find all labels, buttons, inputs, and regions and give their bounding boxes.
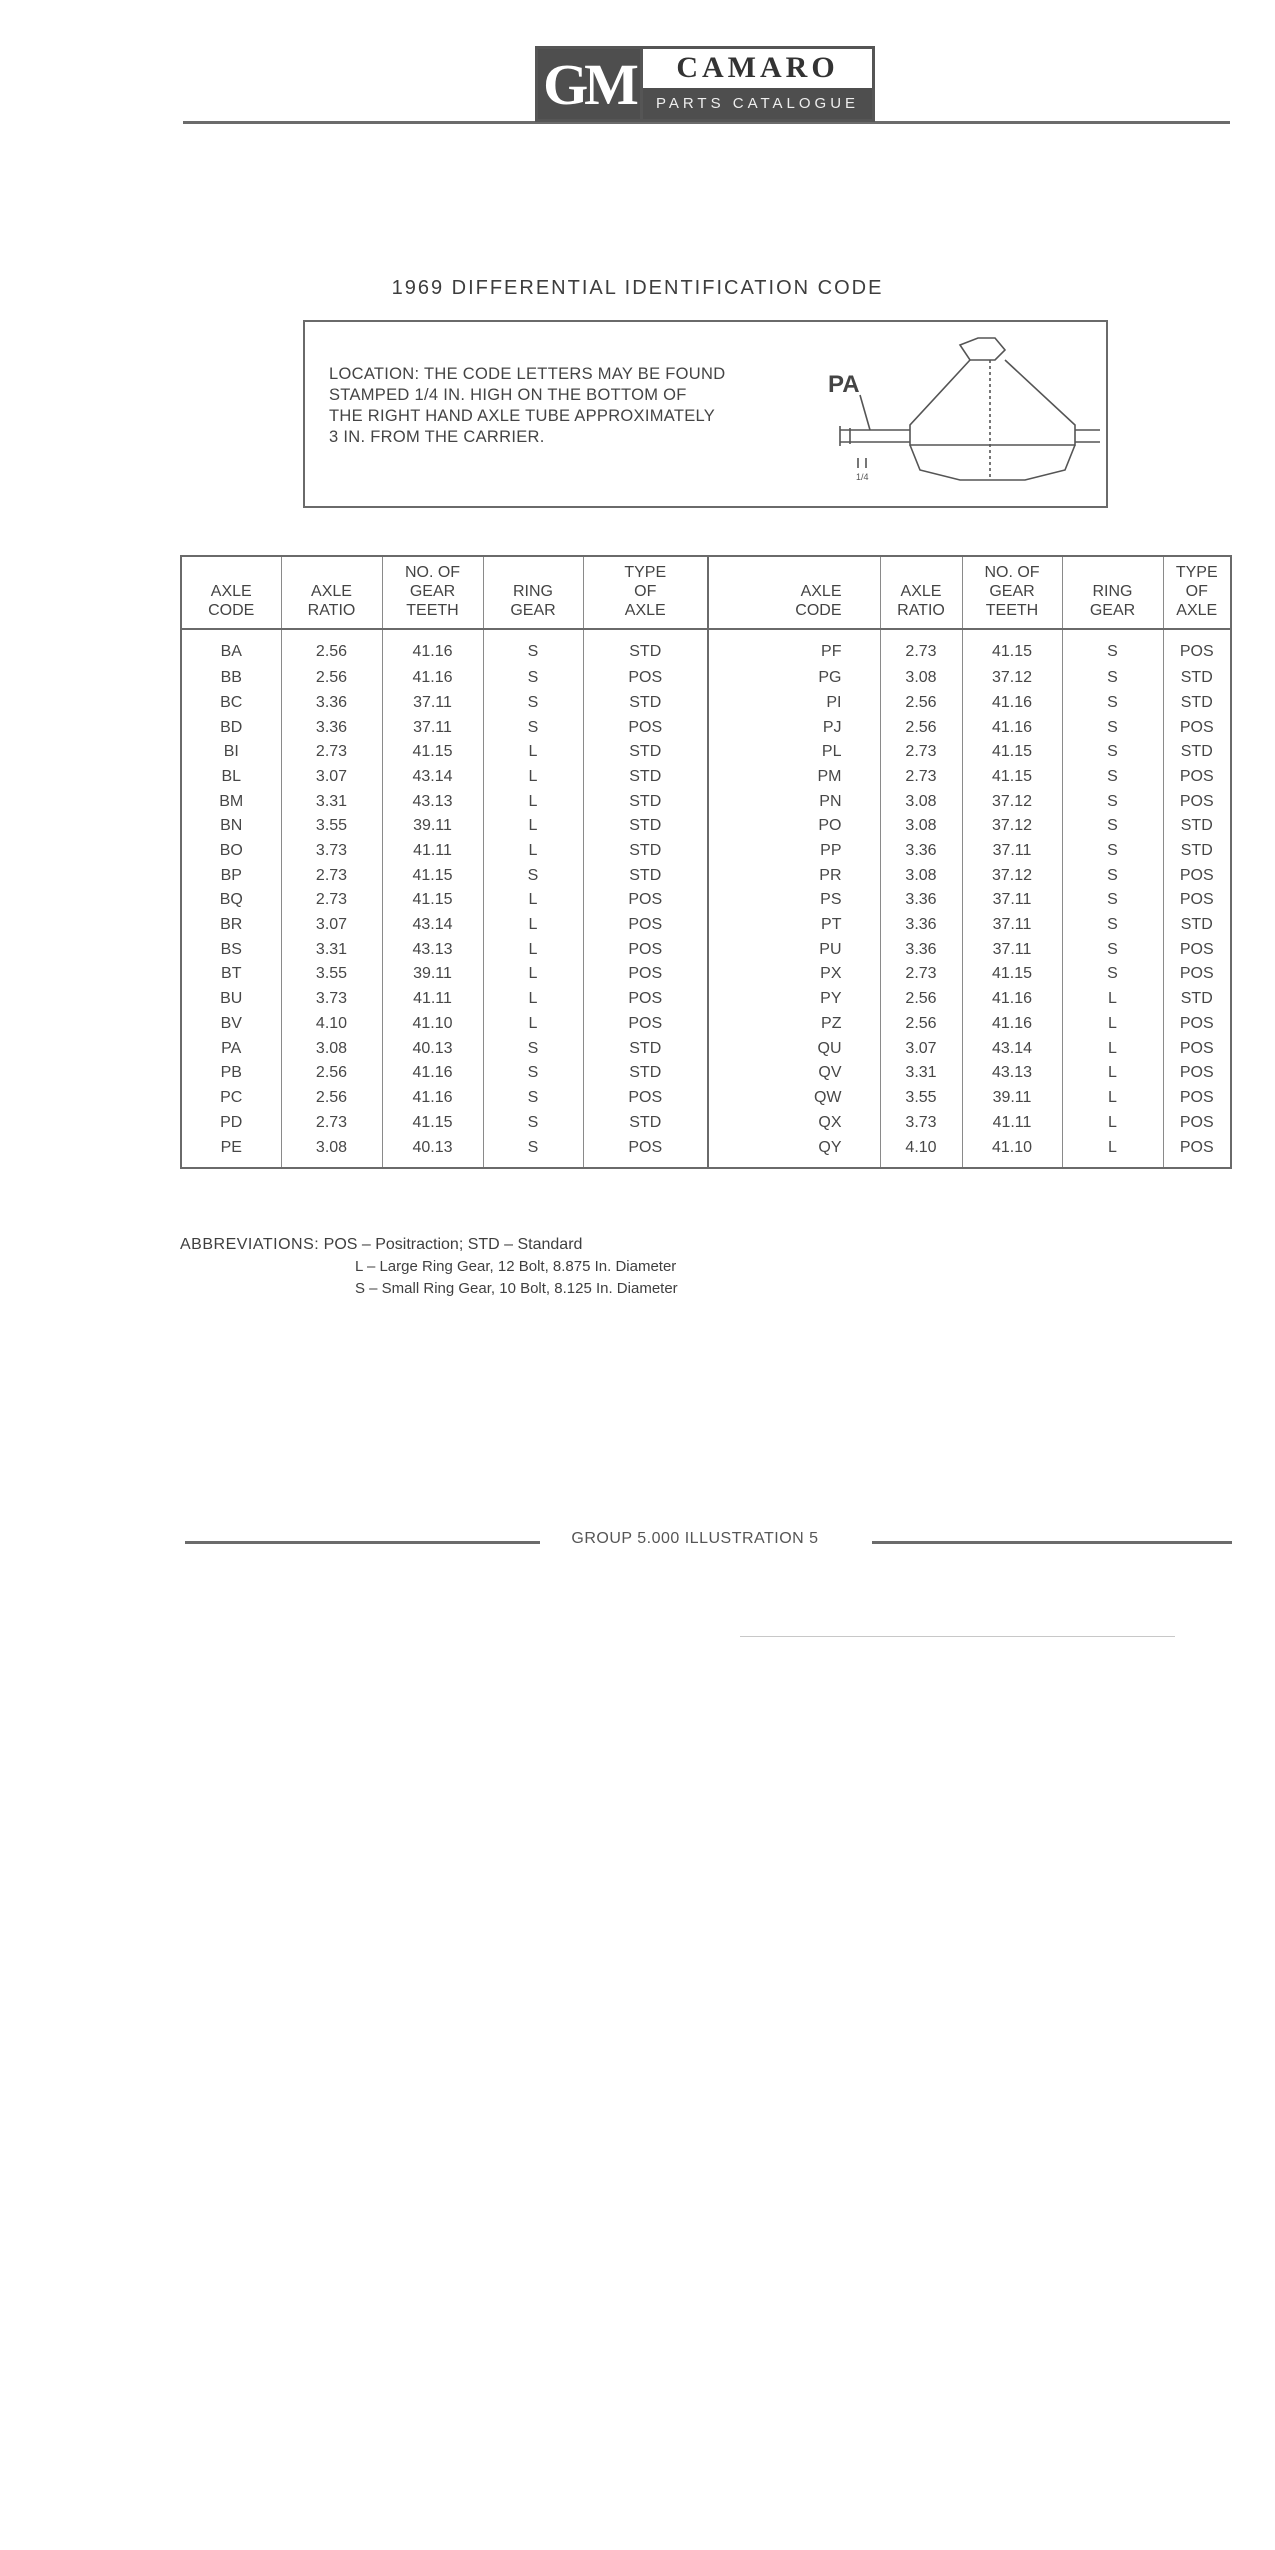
cell-axle-type: POS (1179, 767, 1214, 785)
cell-axle-ratio: 4.10 (281, 1011, 382, 1036)
cell-gear-teeth: 37.11 (382, 715, 483, 740)
cell-axle-type: POS (1179, 940, 1214, 958)
cell-axle-type: POS (583, 1085, 708, 1110)
cell-ring-gear: L (483, 739, 583, 764)
cell-axle-ratio: 3.36 (880, 838, 962, 863)
cell-gear-teeth: 40.13 (382, 1036, 483, 1061)
cell-axle-type: POS (583, 1134, 708, 1167)
table-row (182, 764, 1230, 789)
cell-gear-teeth: 37.12 (962, 863, 1062, 888)
cell-ring-gear: S (1062, 814, 1163, 839)
cell-axle-code: BP (182, 863, 281, 888)
location-text (329, 364, 809, 448)
cell-ring-gear: L (483, 764, 583, 789)
cell-gear-teeth: 41.15 (382, 1110, 483, 1135)
cell-axle-type: STD (583, 863, 708, 888)
cell-ring-gear: L (1062, 1011, 1163, 1036)
cell-gear-teeth: 37.11 (962, 888, 1062, 913)
cell-gear-teeth: 41.11 (382, 838, 483, 863)
location-box (303, 320, 1108, 508)
cell-axle-type: STD (583, 1110, 708, 1135)
cell-axle-ratio: 3.36 (880, 912, 962, 937)
cell-ring-gear: S (1062, 838, 1163, 863)
cell-gear-teeth: 37.11 (962, 912, 1062, 937)
cell-ring-gear: S (1062, 629, 1163, 665)
cell-ring-gear: S (483, 715, 583, 740)
cell-ring-gear: S (1062, 715, 1163, 740)
cell-axle-ratio: 3.08 (281, 1134, 382, 1167)
cell-ring-gear: S (483, 863, 583, 888)
cell-ring-gear: L (483, 814, 583, 839)
cell-ring-gear: S (483, 1134, 583, 1167)
cell-axle-type: POS (583, 912, 708, 937)
cell-axle-code: PJ (708, 715, 880, 740)
cell-axle-ratio: 3.07 (281, 764, 382, 789)
axle-housing-diagram (810, 330, 1105, 505)
cell-axle-code: PR (708, 863, 880, 888)
table-header-row (182, 557, 1230, 629)
table-row (182, 937, 1230, 962)
cell-ring-gear: L (1062, 1110, 1163, 1135)
cell-axle-code: BR (182, 912, 281, 937)
cell-gear-teeth: 37.11 (382, 690, 483, 715)
cell-gear-teeth: 43.14 (382, 764, 483, 789)
cell-gear-teeth: 37.12 (962, 814, 1062, 839)
cell-axle-ratio: 3.07 (880, 1036, 962, 1061)
cell-axle-type: STD (583, 1060, 708, 1085)
table-row (182, 1060, 1230, 1085)
table-row (182, 1085, 1230, 1110)
cell-axle-type: STD (583, 1036, 708, 1061)
cell-ring-gear: S (1062, 912, 1163, 937)
cell-ring-gear: L (483, 838, 583, 863)
cell-axle-type: POS (1179, 965, 1214, 983)
diagram-dimension: 1/4 (856, 472, 869, 482)
cell-axle-ratio: 3.55 (880, 1085, 962, 1110)
cell-gear-teeth: 43.14 (962, 1036, 1062, 1061)
cell-axle-code: BQ (182, 888, 281, 913)
cell-axle-type: POS (583, 1011, 708, 1036)
cell-axle-type: POS (583, 665, 708, 690)
abbreviation-large-ring: L – Large Ring Gear, 12 Bolt, 8.875 In. Diameter (355, 1258, 677, 1275)
col-axle-code: AXLE CODE (182, 557, 281, 629)
cell-ring-gear: L (483, 789, 583, 814)
table-row (182, 814, 1230, 839)
cell-axle-type: STD (1180, 669, 1213, 687)
cell-gear-teeth: 41.16 (382, 665, 483, 690)
table-row (182, 629, 1230, 665)
cell-axle-type: STD (583, 690, 708, 715)
cell-gear-teeth: 41.16 (382, 1085, 483, 1110)
cell-axle-code: PG (708, 665, 880, 690)
cell-gear-teeth: 41.10 (382, 1011, 483, 1036)
cell-axle-code: PD (182, 1110, 281, 1135)
cell-gear-teeth: 37.12 (962, 665, 1062, 690)
table-row (182, 1134, 1230, 1167)
cell-axle-type: POS (1179, 1014, 1214, 1032)
cell-axle-type: STD (583, 739, 708, 764)
cell-ring-gear: L (1062, 1134, 1163, 1167)
cell-gear-teeth: 41.15 (382, 863, 483, 888)
cell-gear-teeth: 43.13 (962, 1060, 1062, 1085)
cell-axle-code: PA (182, 1036, 281, 1061)
cell-gear-teeth: 41.16 (962, 690, 1062, 715)
cell-axle-code: QW (708, 1085, 880, 1110)
table-row (182, 1036, 1230, 1061)
table-row (182, 888, 1230, 913)
cell-gear-teeth: 41.15 (962, 739, 1062, 764)
cell-axle-type: POS (1179, 866, 1214, 884)
location-line: LOCATION: THE CODE LETTERS MAY BE FOUND (329, 365, 726, 383)
cell-axle-type: POS (583, 937, 708, 962)
cell-axle-code: PE (182, 1134, 281, 1167)
cell-axle-ratio: 3.08 (880, 665, 962, 690)
cell-axle-type: STD (1180, 990, 1213, 1008)
cell-ring-gear: L (483, 986, 583, 1011)
cell-axle-code: BC (182, 690, 281, 715)
cell-axle-code: BM (182, 789, 281, 814)
cell-gear-teeth: 43.14 (382, 912, 483, 937)
cell-ring-gear: S (483, 665, 583, 690)
footer-rule-right (872, 1541, 1232, 1544)
table-row (182, 665, 1230, 690)
table-row (182, 1110, 1230, 1135)
cell-ring-gear: L (483, 937, 583, 962)
cell-axle-code: PF (708, 629, 880, 665)
cell-gear-teeth: 37.11 (962, 838, 1062, 863)
cell-ring-gear: S (1062, 764, 1163, 789)
cell-ring-gear: L (483, 962, 583, 987)
table-row (182, 912, 1230, 937)
cell-gear-teeth: 43.13 (382, 789, 483, 814)
cell-axle-ratio: 2.73 (880, 629, 962, 665)
cell-axle-code: BO (182, 838, 281, 863)
cell-axle-type: POS (1179, 718, 1214, 736)
table-row (182, 715, 1230, 740)
cell-gear-teeth: 39.11 (382, 814, 483, 839)
diagram-label-pa: PA (828, 371, 860, 398)
abbreviation-small-ring: S – Small Ring Gear, 10 Bolt, 8.125 In. Diameter (355, 1280, 678, 1297)
cell-ring-gear: L (483, 888, 583, 913)
cell-axle-type: STD (583, 838, 708, 863)
cell-axle-ratio: 2.73 (880, 739, 962, 764)
cell-axle-code: PN (708, 789, 880, 814)
cell-gear-teeth: 41.16 (962, 1011, 1062, 1036)
cell-axle-code: BL (182, 764, 281, 789)
cell-axle-ratio: 3.31 (281, 789, 382, 814)
cell-axle-code: PS (708, 888, 880, 913)
cell-axle-type: STD (583, 629, 708, 665)
table-row (182, 739, 1230, 764)
cell-axle-ratio: 3.31 (281, 937, 382, 962)
cell-axle-type: POS (1179, 1039, 1214, 1057)
cell-axle-code: BB (182, 665, 281, 690)
cell-axle-ratio: 2.73 (880, 764, 962, 789)
cell-axle-ratio: 2.73 (281, 888, 382, 913)
cell-gear-teeth: 37.12 (962, 789, 1062, 814)
col-type-axle: TYPE OF AXLE (583, 557, 708, 629)
cell-ring-gear: S (1062, 962, 1163, 987)
faint-scan-line (740, 1636, 1175, 1637)
cell-axle-code: PT (708, 912, 880, 937)
col-axle-code: AXLE CODE (708, 557, 880, 629)
table-row (182, 690, 1230, 715)
cell-axle-ratio: 2.56 (880, 715, 962, 740)
cell-axle-code: QY (708, 1134, 880, 1167)
cell-ring-gear: L (1062, 986, 1163, 1011)
cell-axle-type: POS (1179, 643, 1214, 661)
footer-caption: GROUP 5.000 ILLUSTRATION 5 (571, 1530, 819, 1547)
cell-axle-type: POS (583, 888, 708, 913)
cell-axle-ratio: 3.08 (281, 1036, 382, 1061)
cell-axle-code: PI (708, 690, 880, 715)
cell-axle-code: QU (708, 1036, 880, 1061)
cell-axle-ratio: 3.73 (281, 986, 382, 1011)
cell-axle-code: PU (708, 937, 880, 962)
table-row (182, 986, 1230, 1011)
cell-axle-ratio: 2.56 (880, 1011, 962, 1036)
col-axle-ratio: AXLE RATIO (880, 557, 962, 629)
col-gear-teeth: NO. OF GEAR TEETH (962, 557, 1062, 629)
cell-axle-code: BU (182, 986, 281, 1011)
cell-axle-ratio: 2.73 (880, 962, 962, 987)
table-row (182, 838, 1230, 863)
cell-axle-code: PB (182, 1060, 281, 1085)
cell-axle-type: POS (1179, 891, 1214, 909)
cell-axle-code: QX (708, 1110, 880, 1135)
table-row (182, 789, 1230, 814)
cell-axle-type: POS (1179, 1088, 1214, 1106)
cell-gear-teeth: 39.11 (962, 1085, 1062, 1110)
cell-axle-type: POS (1179, 1139, 1214, 1157)
cell-gear-teeth: 41.15 (962, 764, 1062, 789)
cell-gear-teeth: 37.11 (962, 937, 1062, 962)
cell-ring-gear: S (483, 629, 583, 665)
cell-axle-type: POS (1179, 792, 1214, 810)
cell-axle-ratio: 3.36 (880, 888, 962, 913)
cell-ring-gear: S (1062, 739, 1163, 764)
abbreviation-pos-std: POS – Positraction; STD – Standard (323, 1236, 583, 1253)
cell-axle-ratio: 3.73 (880, 1110, 962, 1135)
cell-axle-type: STD (1180, 693, 1213, 711)
logo-subtitle: PARTS CATALOGUE (643, 88, 872, 120)
cell-axle-code: PL (708, 739, 880, 764)
cell-axle-type: STD (1180, 743, 1213, 761)
cell-axle-code: BT (182, 962, 281, 987)
cell-axle-ratio: 3.73 (281, 838, 382, 863)
col-axle-ratio: AXLE RATIO (281, 557, 382, 629)
cell-axle-ratio: 2.56 (880, 986, 962, 1011)
cell-axle-type: POS (583, 715, 708, 740)
cell-gear-teeth: 41.10 (962, 1134, 1062, 1167)
cell-axle-type: POS (1179, 1064, 1214, 1082)
cell-axle-ratio: 3.55 (281, 962, 382, 987)
cell-gear-teeth: 41.15 (382, 739, 483, 764)
cell-gear-teeth: 41.16 (382, 629, 483, 665)
cell-ring-gear: S (1062, 888, 1163, 913)
cell-axle-ratio: 3.08 (880, 789, 962, 814)
cell-ring-gear: S (483, 690, 583, 715)
cell-axle-ratio: 2.56 (281, 1085, 382, 1110)
col-ring-gear: RING GEAR (483, 557, 583, 629)
gm-logo-mark: GM (538, 49, 643, 119)
cell-axle-type: STD (1180, 817, 1213, 835)
cell-gear-teeth: 41.11 (962, 1110, 1062, 1135)
abbreviations (180, 1234, 678, 1300)
col-ring-gear: RING GEAR (1062, 557, 1163, 629)
cell-ring-gear: S (483, 1036, 583, 1061)
cell-ring-gear: S (483, 1110, 583, 1135)
cell-axle-code: PX (708, 962, 880, 987)
cell-axle-code: BI (182, 739, 281, 764)
location-line: 3 IN. FROM THE CARRIER. (329, 428, 545, 446)
cell-axle-ratio: 3.36 (880, 937, 962, 962)
page-title: 1969 DIFFERENTIAL IDENTIFICATION CODE (391, 277, 884, 299)
cell-axle-code: PY (708, 986, 880, 1011)
cell-ring-gear: L (483, 912, 583, 937)
cell-ring-gear: L (1062, 1036, 1163, 1061)
table-row (182, 863, 1230, 888)
cell-gear-teeth: 41.15 (962, 962, 1062, 987)
cell-axle-ratio: 3.55 (281, 814, 382, 839)
cell-axle-ratio: 3.36 (281, 715, 382, 740)
cell-ring-gear: S (483, 1060, 583, 1085)
cell-axle-ratio: 3.08 (880, 863, 962, 888)
col-gear-teeth: NO. OF GEAR TEETH (382, 557, 483, 629)
cell-ring-gear: S (1062, 665, 1163, 690)
cell-gear-teeth: 39.11 (382, 962, 483, 987)
col-type-axle: TYPE OF AXLE (1163, 557, 1230, 629)
cell-axle-type: STD (583, 789, 708, 814)
cell-axle-code: PZ (708, 1011, 880, 1036)
footer-rule-left (185, 1541, 540, 1544)
gm-camaro-logo (535, 46, 875, 122)
cell-axle-code: BV (182, 1011, 281, 1036)
cell-axle-type: POS (1179, 1113, 1214, 1131)
cell-axle-ratio: 2.73 (281, 1110, 382, 1135)
cell-axle-type: POS (583, 962, 708, 987)
cell-axle-ratio: 2.56 (281, 1060, 382, 1085)
cell-axle-code: PM (708, 764, 880, 789)
location-line: THE RIGHT HAND AXLE TUBE APPROXIMATELY (329, 407, 716, 425)
cell-axle-ratio: 3.36 (281, 690, 382, 715)
cell-gear-teeth: 41.11 (382, 986, 483, 1011)
cell-axle-ratio: 3.08 (880, 814, 962, 839)
cell-axle-code: PO (708, 814, 880, 839)
cell-ring-gear: S (1062, 789, 1163, 814)
cell-axle-type: STD (1180, 916, 1213, 934)
abbreviations-label: ABBREVIATIONS: (180, 1236, 320, 1253)
location-line: STAMPED 1/4 IN. HIGH ON THE BOTTOM OF (329, 386, 687, 404)
cell-ring-gear: S (1062, 863, 1163, 888)
cell-axle-ratio: 2.56 (281, 665, 382, 690)
cell-axle-ratio: 4.10 (880, 1134, 962, 1167)
logo-title: CAMARO (676, 51, 839, 85)
cell-gear-teeth: 41.16 (962, 986, 1062, 1011)
cell-axle-ratio: 2.56 (281, 629, 382, 665)
cell-axle-code: BD (182, 715, 281, 740)
cell-axle-code: QV (708, 1060, 880, 1085)
table-row (182, 1011, 1230, 1036)
cell-axle-type: POS (583, 986, 708, 1011)
cell-ring-gear: S (483, 1085, 583, 1110)
cell-gear-teeth: 41.15 (382, 888, 483, 913)
cell-gear-teeth: 41.16 (382, 1060, 483, 1085)
cell-axle-type: STD (583, 814, 708, 839)
cell-axle-code: BN (182, 814, 281, 839)
cell-axle-code: PC (182, 1085, 281, 1110)
cell-axle-code: BS (182, 937, 281, 962)
cell-ring-gear: L (483, 1011, 583, 1036)
cell-axle-ratio: 3.31 (880, 1060, 962, 1085)
cell-gear-teeth: 43.13 (382, 937, 483, 962)
cell-axle-ratio: 2.73 (281, 863, 382, 888)
cell-gear-teeth: 41.15 (962, 629, 1062, 665)
cell-axle-ratio: 3.07 (281, 912, 382, 937)
differential-code-table (180, 555, 1232, 1169)
cell-gear-teeth: 40.13 (382, 1134, 483, 1167)
table-row (182, 962, 1230, 987)
cell-axle-ratio: 2.56 (880, 690, 962, 715)
cell-axle-type: STD (1180, 842, 1213, 860)
cell-ring-gear: L (1062, 1085, 1163, 1110)
cell-ring-gear: S (1062, 937, 1163, 962)
cell-axle-code: PP (708, 838, 880, 863)
cell-axle-type: STD (583, 764, 708, 789)
cell-ring-gear: S (1062, 690, 1163, 715)
cell-axle-ratio: 2.73 (281, 739, 382, 764)
cell-ring-gear: L (1062, 1060, 1163, 1085)
cell-gear-teeth: 41.16 (962, 715, 1062, 740)
cell-axle-code: BA (182, 629, 281, 665)
